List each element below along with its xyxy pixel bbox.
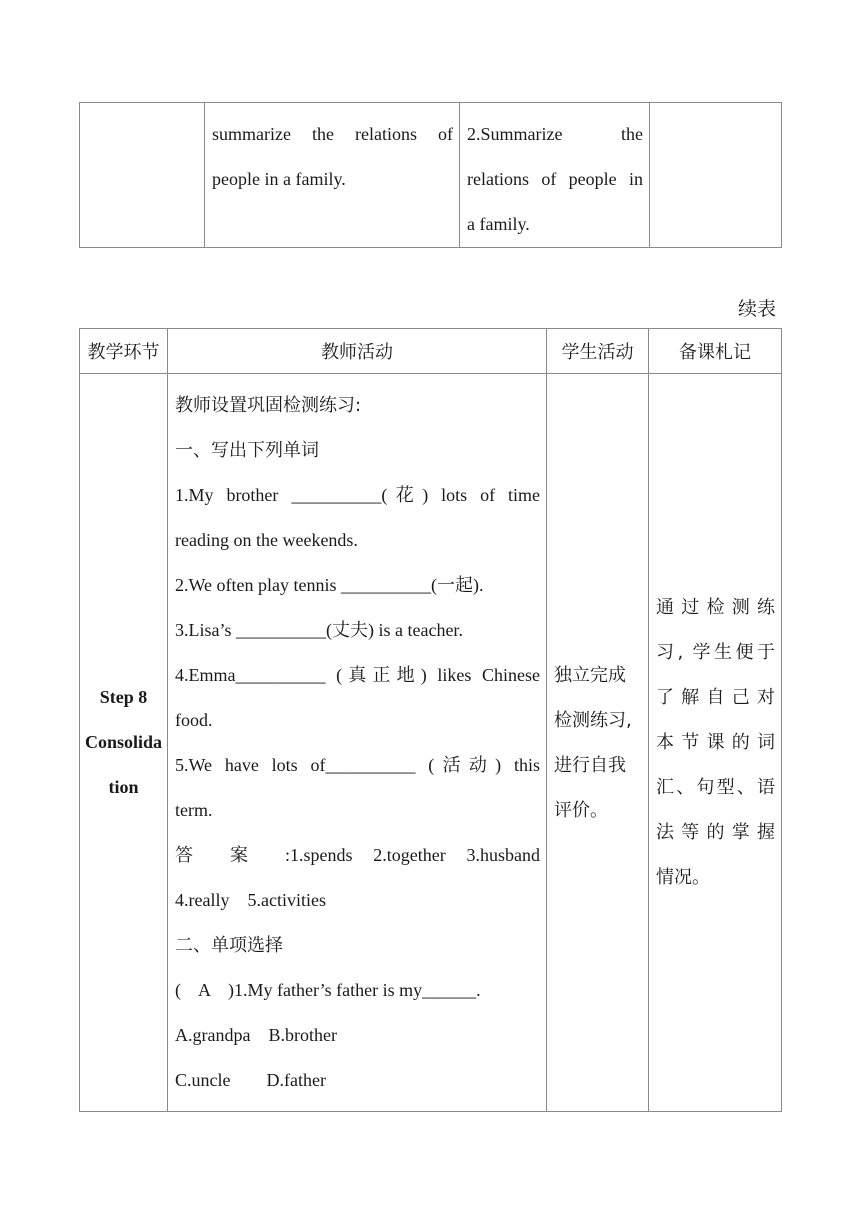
activity-line: 教师设置巩固检测练习:	[175, 395, 362, 416]
table-row	[80, 374, 782, 1112]
question-line: ( A )1.My father’s father is my______.	[175, 980, 481, 1000]
table-header-row	[80, 329, 782, 374]
header-cell	[547, 329, 649, 374]
section-heading: 一、写出下列单词	[175, 440, 319, 461]
text-line: summarize the relations of	[212, 124, 453, 144]
step-cell	[80, 374, 168, 1112]
activity-line: 5.We have lots of__________ (活动) this	[175, 755, 540, 775]
student-line: 独立完成	[554, 664, 626, 686]
header-teacher-activity: 教师活动	[321, 342, 393, 363]
notes-line: 汇、句型、语	[656, 777, 775, 798]
student-line: 进行自我	[554, 754, 626, 776]
objective-cell	[205, 103, 460, 248]
activity-line: 4.Emma__________ (真正地) likes Chinese	[175, 665, 540, 685]
objective-cell	[460, 103, 650, 248]
activity-line: 2.We often play tennis __________(一起).	[175, 575, 484, 595]
option-line: A.grandpa B.brother	[175, 1025, 337, 1045]
text-line: a family.	[467, 214, 530, 234]
header-student-activity: 学生活动	[561, 342, 634, 363]
student-activity-cell	[547, 374, 649, 1112]
notes-line: 本节课的词	[656, 732, 775, 753]
header-teaching-step: 教学环节	[87, 342, 160, 363]
text-line: people in a family.	[212, 169, 346, 189]
activity-line: 1.My brother __________(花) lots of time	[175, 485, 540, 505]
notes-line: 法等的掌握	[656, 822, 775, 843]
header-cell	[649, 329, 782, 374]
header-cell	[168, 329, 547, 374]
activity-line: reading on the weekends.	[175, 530, 358, 550]
answer-line: 4.really 5.activities	[175, 890, 326, 910]
header-cell	[80, 329, 168, 374]
student-line: 评价。	[554, 799, 608, 821]
teacher-activity-cell	[168, 374, 547, 1112]
activity-line: food.	[175, 710, 213, 730]
section-heading: 二、单项选择	[175, 935, 283, 956]
activity-line: term.	[175, 800, 213, 820]
option-line: C.uncle D.father	[175, 1070, 326, 1090]
activity-line: 3.Lisa’s __________(丈夫) is a teacher.	[175, 620, 463, 640]
text-line: 2.Summarize the	[467, 124, 643, 144]
notes-line: 情况。	[656, 867, 710, 888]
answer-line: 答 案 :1.spends 2.together 3.husband	[175, 845, 540, 865]
notes-cell	[649, 374, 782, 1112]
previous-table-fragment	[79, 102, 782, 248]
step-line: Consolida	[84, 732, 163, 752]
notes-line: 了解自己对	[656, 687, 775, 708]
notes-line: 通过检测练	[656, 597, 775, 618]
notes-line: 习, 学生便于	[656, 642, 775, 663]
empty-cell	[650, 103, 782, 248]
header-notes: 备课札记	[679, 342, 751, 363]
student-line: 检测练习,	[554, 709, 632, 731]
lesson-plan-table	[79, 328, 782, 1112]
continued-label: 续表	[738, 298, 777, 320]
step-line: Step 8	[99, 687, 148, 707]
text-line: relations of people in	[467, 169, 643, 189]
step-line: tion	[108, 777, 139, 797]
empty-cell	[80, 103, 205, 248]
